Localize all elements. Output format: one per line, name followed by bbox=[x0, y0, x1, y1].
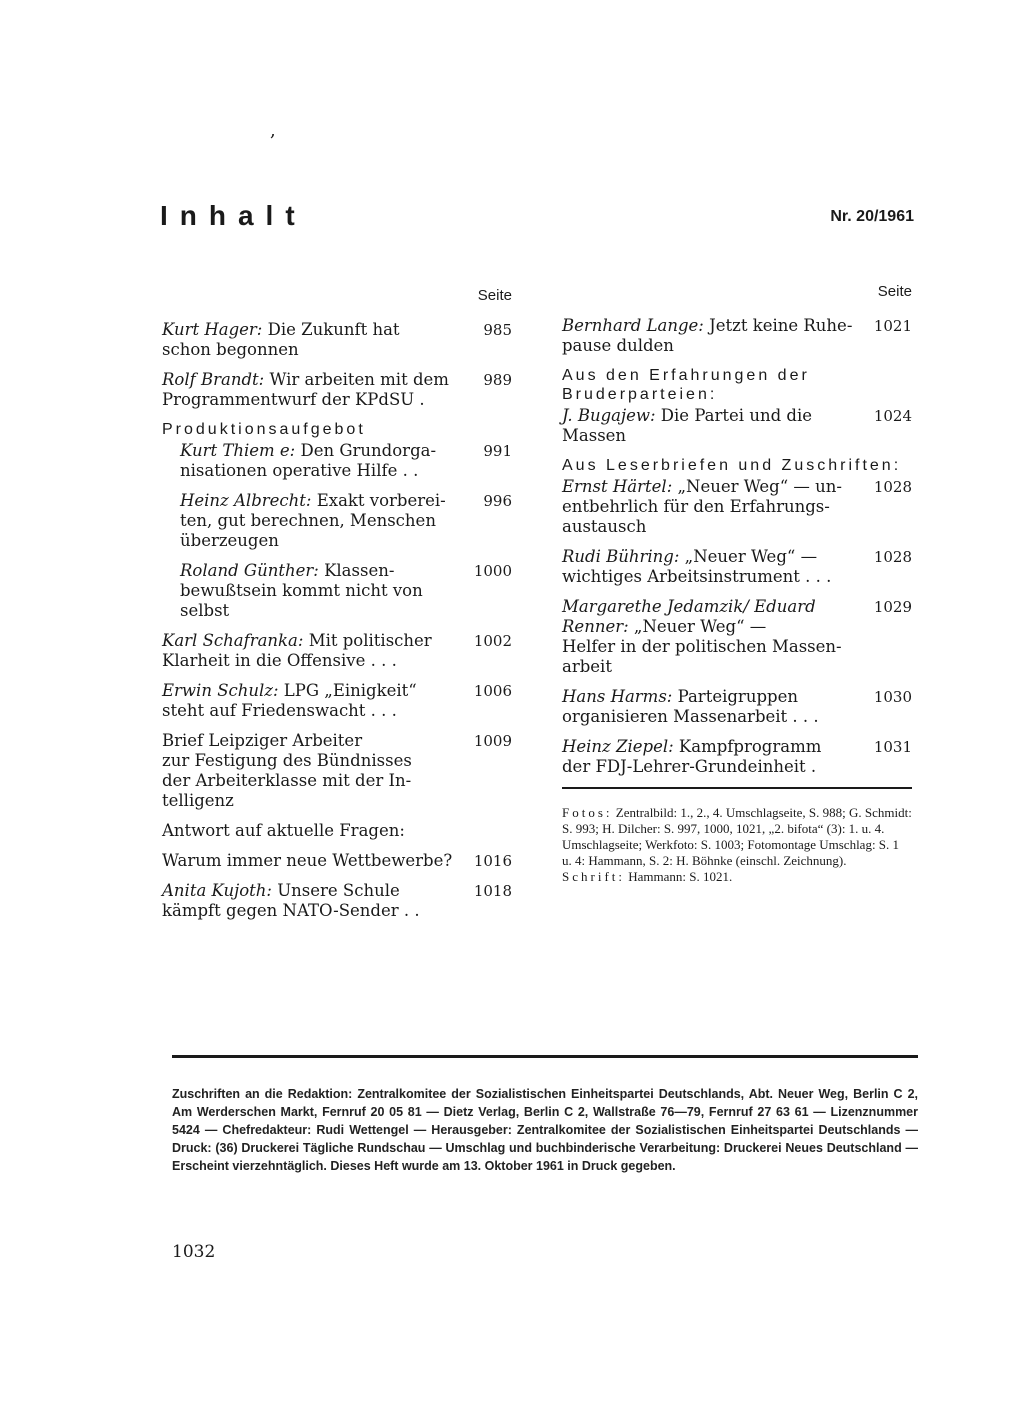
toc-entry-line: kämpft gegen NATO-Sender . . bbox=[162, 901, 420, 920]
toc-entry-text bbox=[162, 821, 468, 841]
toc-entry-text bbox=[180, 561, 468, 621]
toc-entry-text bbox=[162, 631, 468, 671]
toc-entry-author: Margarethe Jedamzik/ Eduard Renner: bbox=[562, 597, 816, 636]
toc-entry-line: Wir arbeiten mit dem bbox=[269, 370, 449, 389]
toc-entry[interactable] bbox=[162, 881, 512, 921]
toc-entry-line: ten, gut berechnen, Menschen bbox=[180, 511, 436, 530]
toc-entry-line: Klarheit in die Offensive . . . bbox=[162, 651, 397, 670]
toc-entry-line: Mit politischer bbox=[308, 631, 432, 650]
stray-mark: , bbox=[270, 120, 276, 141]
fotos-text: Zentralbild: 1., 2., 4. Umschlagseite, S. 988; G. Schmidt: S. 993; H. Dilcher: S. 997, 1000, 1021, „2. bifota“ (3): 1. u. 4. Umschlagseite; Werkfoto: S. 1003; Fotomontage Umschlag: S. 1 u. 4: Hammann, S. 2: H. Böhnke (einschl. Zeichnung). bbox=[562, 805, 912, 868]
toc-entry-page: 1028 bbox=[873, 478, 912, 496]
toc-entry[interactable] bbox=[162, 370, 512, 410]
toc-entry-page: 989 bbox=[483, 371, 512, 389]
toc-entry-line: austausch bbox=[562, 517, 647, 536]
toc-entry-page: 985 bbox=[483, 321, 512, 339]
toc-entry-text bbox=[162, 370, 468, 410]
seite-heading: Seite bbox=[877, 283, 912, 300]
toc-entry-author: Anita Kujoth: bbox=[162, 881, 278, 900]
toc-entry-line: bewußtsein kommt nicht von bbox=[180, 581, 423, 600]
column-divider bbox=[562, 787, 912, 789]
toc-entry-page: 1028 bbox=[873, 548, 912, 566]
toc-right-column bbox=[562, 282, 912, 885]
toc-entry-line: Den Grundorga- bbox=[300, 441, 437, 460]
toc-entry-line: Parteigruppen bbox=[677, 687, 798, 706]
toc-section-heading: Produktionsaufgebot bbox=[162, 421, 366, 438]
toc-entry-page: 1018 bbox=[473, 882, 512, 900]
toc-entry-line: LPG „Einigkeit“ bbox=[283, 681, 417, 700]
toc-entry-line: überzeugen bbox=[180, 531, 279, 550]
toc-entry-author: Kurt Hager: bbox=[162, 320, 268, 339]
toc-entry-line: der FDJ-Lehrer-Grundeinheit . bbox=[562, 757, 817, 776]
toc-entry-line: Antwort auf aktuelle Fragen: bbox=[162, 821, 405, 840]
toc-entry[interactable] bbox=[162, 731, 512, 811]
toc-entry[interactable] bbox=[162, 320, 512, 360]
toc-left-column bbox=[162, 286, 512, 931]
toc-entry-line: wichtiges Arbeitsinstrument . . . bbox=[562, 567, 832, 586]
toc-entry[interactable] bbox=[162, 681, 512, 721]
toc-entry-line: Die Partei und die bbox=[660, 406, 812, 425]
toc-entry-line: Helfer in der politischen Massen- bbox=[562, 637, 842, 656]
toc-entry-line: Massen bbox=[562, 426, 627, 445]
toc-entry-text bbox=[562, 737, 868, 777]
toc-entry-line: Jetzt keine Ruhe- bbox=[709, 316, 853, 335]
toc-right-entries bbox=[562, 316, 912, 777]
toc-entry[interactable] bbox=[562, 687, 912, 727]
toc-entry-text bbox=[162, 681, 468, 721]
toc-entry-text bbox=[162, 881, 468, 921]
toc-section-heading: Aus Leserbriefen und Zuschriften: bbox=[562, 457, 902, 474]
schrift-text: Hammann: S. 1021. bbox=[628, 869, 733, 884]
toc-entry-line: zur Festigung des Bündnisses bbox=[162, 751, 412, 770]
toc-entry-author: Roland Günther: bbox=[180, 561, 325, 580]
toc-entry[interactable] bbox=[162, 561, 512, 621]
toc-entry-author: Karl Schafranka: bbox=[162, 631, 309, 650]
toc-entry-line: organisieren Massenarbeit . . . bbox=[562, 707, 819, 726]
toc-entry[interactable] bbox=[162, 441, 512, 481]
toc-entry-line: telligenz bbox=[162, 791, 234, 810]
toc-entry[interactable] bbox=[562, 737, 912, 777]
toc-entry[interactable] bbox=[562, 406, 912, 446]
toc-entry-text bbox=[562, 547, 868, 587]
toc-entry-page: 1030 bbox=[873, 688, 912, 706]
toc-entry-text bbox=[162, 731, 468, 811]
toc-entry-author: Heinz Albrecht: bbox=[180, 491, 317, 510]
toc-entry-line: Warum immer neue Wettbewerbe? bbox=[162, 851, 453, 870]
toc-entry-author: J. Bugajew: bbox=[562, 406, 661, 425]
toc-entry-line: „Neuer Weg“ — bbox=[684, 547, 818, 566]
toc-entry-line: pause dulden bbox=[562, 336, 674, 355]
toc-entry-line: „Neuer Weg“ — bbox=[633, 617, 767, 636]
toc-entry-line: Programmentwurf der KPdSU . bbox=[162, 390, 425, 409]
toc-entry-author: Hans Harms: bbox=[562, 687, 678, 706]
toc-entry-text bbox=[162, 320, 468, 360]
fotos-label: Fotos: bbox=[562, 805, 613, 820]
toc-entry[interactable] bbox=[162, 821, 512, 841]
toc-entry-line: Brief Leipziger Arbeiter bbox=[162, 731, 363, 750]
toc-entry-author: Rolf Brandt: bbox=[162, 370, 270, 389]
toc-entry-line: steht auf Friedenswacht . . . bbox=[162, 701, 397, 720]
toc-entry-line: Die Zukunft hat bbox=[267, 320, 400, 339]
toc-entry-line: Unsere Schule bbox=[277, 881, 400, 900]
toc-entry[interactable] bbox=[562, 316, 912, 356]
toc-section-heading: Aus den Erfahrungen der Bruderparteien: bbox=[562, 367, 810, 403]
toc-entry[interactable] bbox=[562, 547, 912, 587]
page-title: Inhalt bbox=[160, 200, 307, 231]
toc-entry[interactable] bbox=[162, 631, 512, 671]
toc-entry-page: 1029 bbox=[873, 598, 912, 616]
toc-entry[interactable] bbox=[562, 477, 912, 537]
toc-entry-author: Erwin Schulz: bbox=[162, 681, 284, 700]
toc-entry-page: 991 bbox=[483, 442, 512, 460]
toc-entry-author: Ernst Härtel: bbox=[562, 477, 678, 496]
imprint: Zuschriften an die Redaktion: Zentralkomitee der Sozialistischen Einheitspartei Deutschlands, Abt. Neuer Weg, Berlin C 2, Am Werderschen Markt, Fernruf 20 05 81 — Dietz Verlag, Berlin C 2, Wallstraße 76—79, Fernruf 27 63 61 — Lizenznummer 5424 — Chefredakteur: Rudi Wettengel — Herausgeber: Zentralkomitee der Sozialistischen Einheitspartei Deutschlands — Druck: (36) Druckerei Tägliche Rundschau — Umschlag und buchbinderische Verarbeitung: Druckerei Neues Deutschland — Erscheint vierzehntäglich. Dieses Heft wurde am 13. Oktober 1961 in Druck gegeben. bbox=[172, 1087, 918, 1173]
toc-entry-line: „Neuer Weg“ — un- bbox=[677, 477, 842, 496]
toc-entry-line: selbst bbox=[180, 601, 230, 620]
toc-entry-line: nisationen operative Hilfe . . bbox=[180, 461, 419, 480]
toc-entry-line: Klassen- bbox=[324, 561, 395, 580]
seite-heading: Seite bbox=[477, 287, 512, 304]
toc-entry-line: Exakt vorberei- bbox=[316, 491, 446, 510]
toc-left-entries bbox=[162, 320, 512, 921]
toc-entry[interactable] bbox=[562, 597, 912, 677]
issue-number: Nr. 20/1961 bbox=[830, 208, 914, 225]
toc-entry-page: 1016 bbox=[473, 852, 512, 870]
toc-entry-page: 996 bbox=[483, 492, 512, 510]
schrift-label: Schrift: bbox=[562, 869, 625, 884]
toc-entry-text bbox=[562, 597, 868, 677]
toc-entry[interactable] bbox=[162, 851, 512, 871]
toc-entry-page: 1006 bbox=[473, 682, 512, 700]
toc-entry-line: arbeit bbox=[562, 657, 612, 676]
toc-entry-page: 1002 bbox=[473, 632, 512, 650]
toc-entry-author: Bernhard Lange: bbox=[562, 316, 710, 335]
toc-entry[interactable] bbox=[162, 491, 512, 551]
photo-credits bbox=[562, 805, 912, 885]
toc-entry-line: entbehrlich für den Erfahrungs- bbox=[562, 497, 830, 516]
imprint-rule bbox=[172, 1055, 918, 1058]
toc-entry-page: 1031 bbox=[873, 738, 912, 756]
page-number: 1032 bbox=[172, 1242, 216, 1262]
toc-entry-text bbox=[180, 491, 468, 551]
toc-entry-text bbox=[162, 851, 468, 871]
toc-entry-page: 1009 bbox=[473, 732, 512, 750]
toc-entry-text bbox=[562, 406, 868, 446]
toc-entry-text bbox=[562, 316, 868, 356]
toc-entry-text bbox=[180, 441, 468, 481]
toc-entry-line: schon begonnen bbox=[162, 340, 299, 359]
toc-entry-line: Kampfprogramm bbox=[678, 737, 822, 756]
toc-entry-page: 1021 bbox=[873, 317, 912, 335]
toc-entry-text bbox=[562, 687, 868, 727]
toc-entry-author: Kurt Thiem e: bbox=[180, 441, 301, 460]
toc-entry-page: 1000 bbox=[473, 562, 512, 580]
toc-entry-author: Heinz Ziepel: bbox=[562, 737, 679, 756]
toc-entry-author: Rudi Bühring: bbox=[562, 547, 685, 566]
toc-entry-page: 1024 bbox=[873, 407, 912, 425]
toc-entry-line: der Arbeiterklasse mit der In- bbox=[162, 771, 412, 790]
toc-entry-text bbox=[562, 477, 868, 537]
